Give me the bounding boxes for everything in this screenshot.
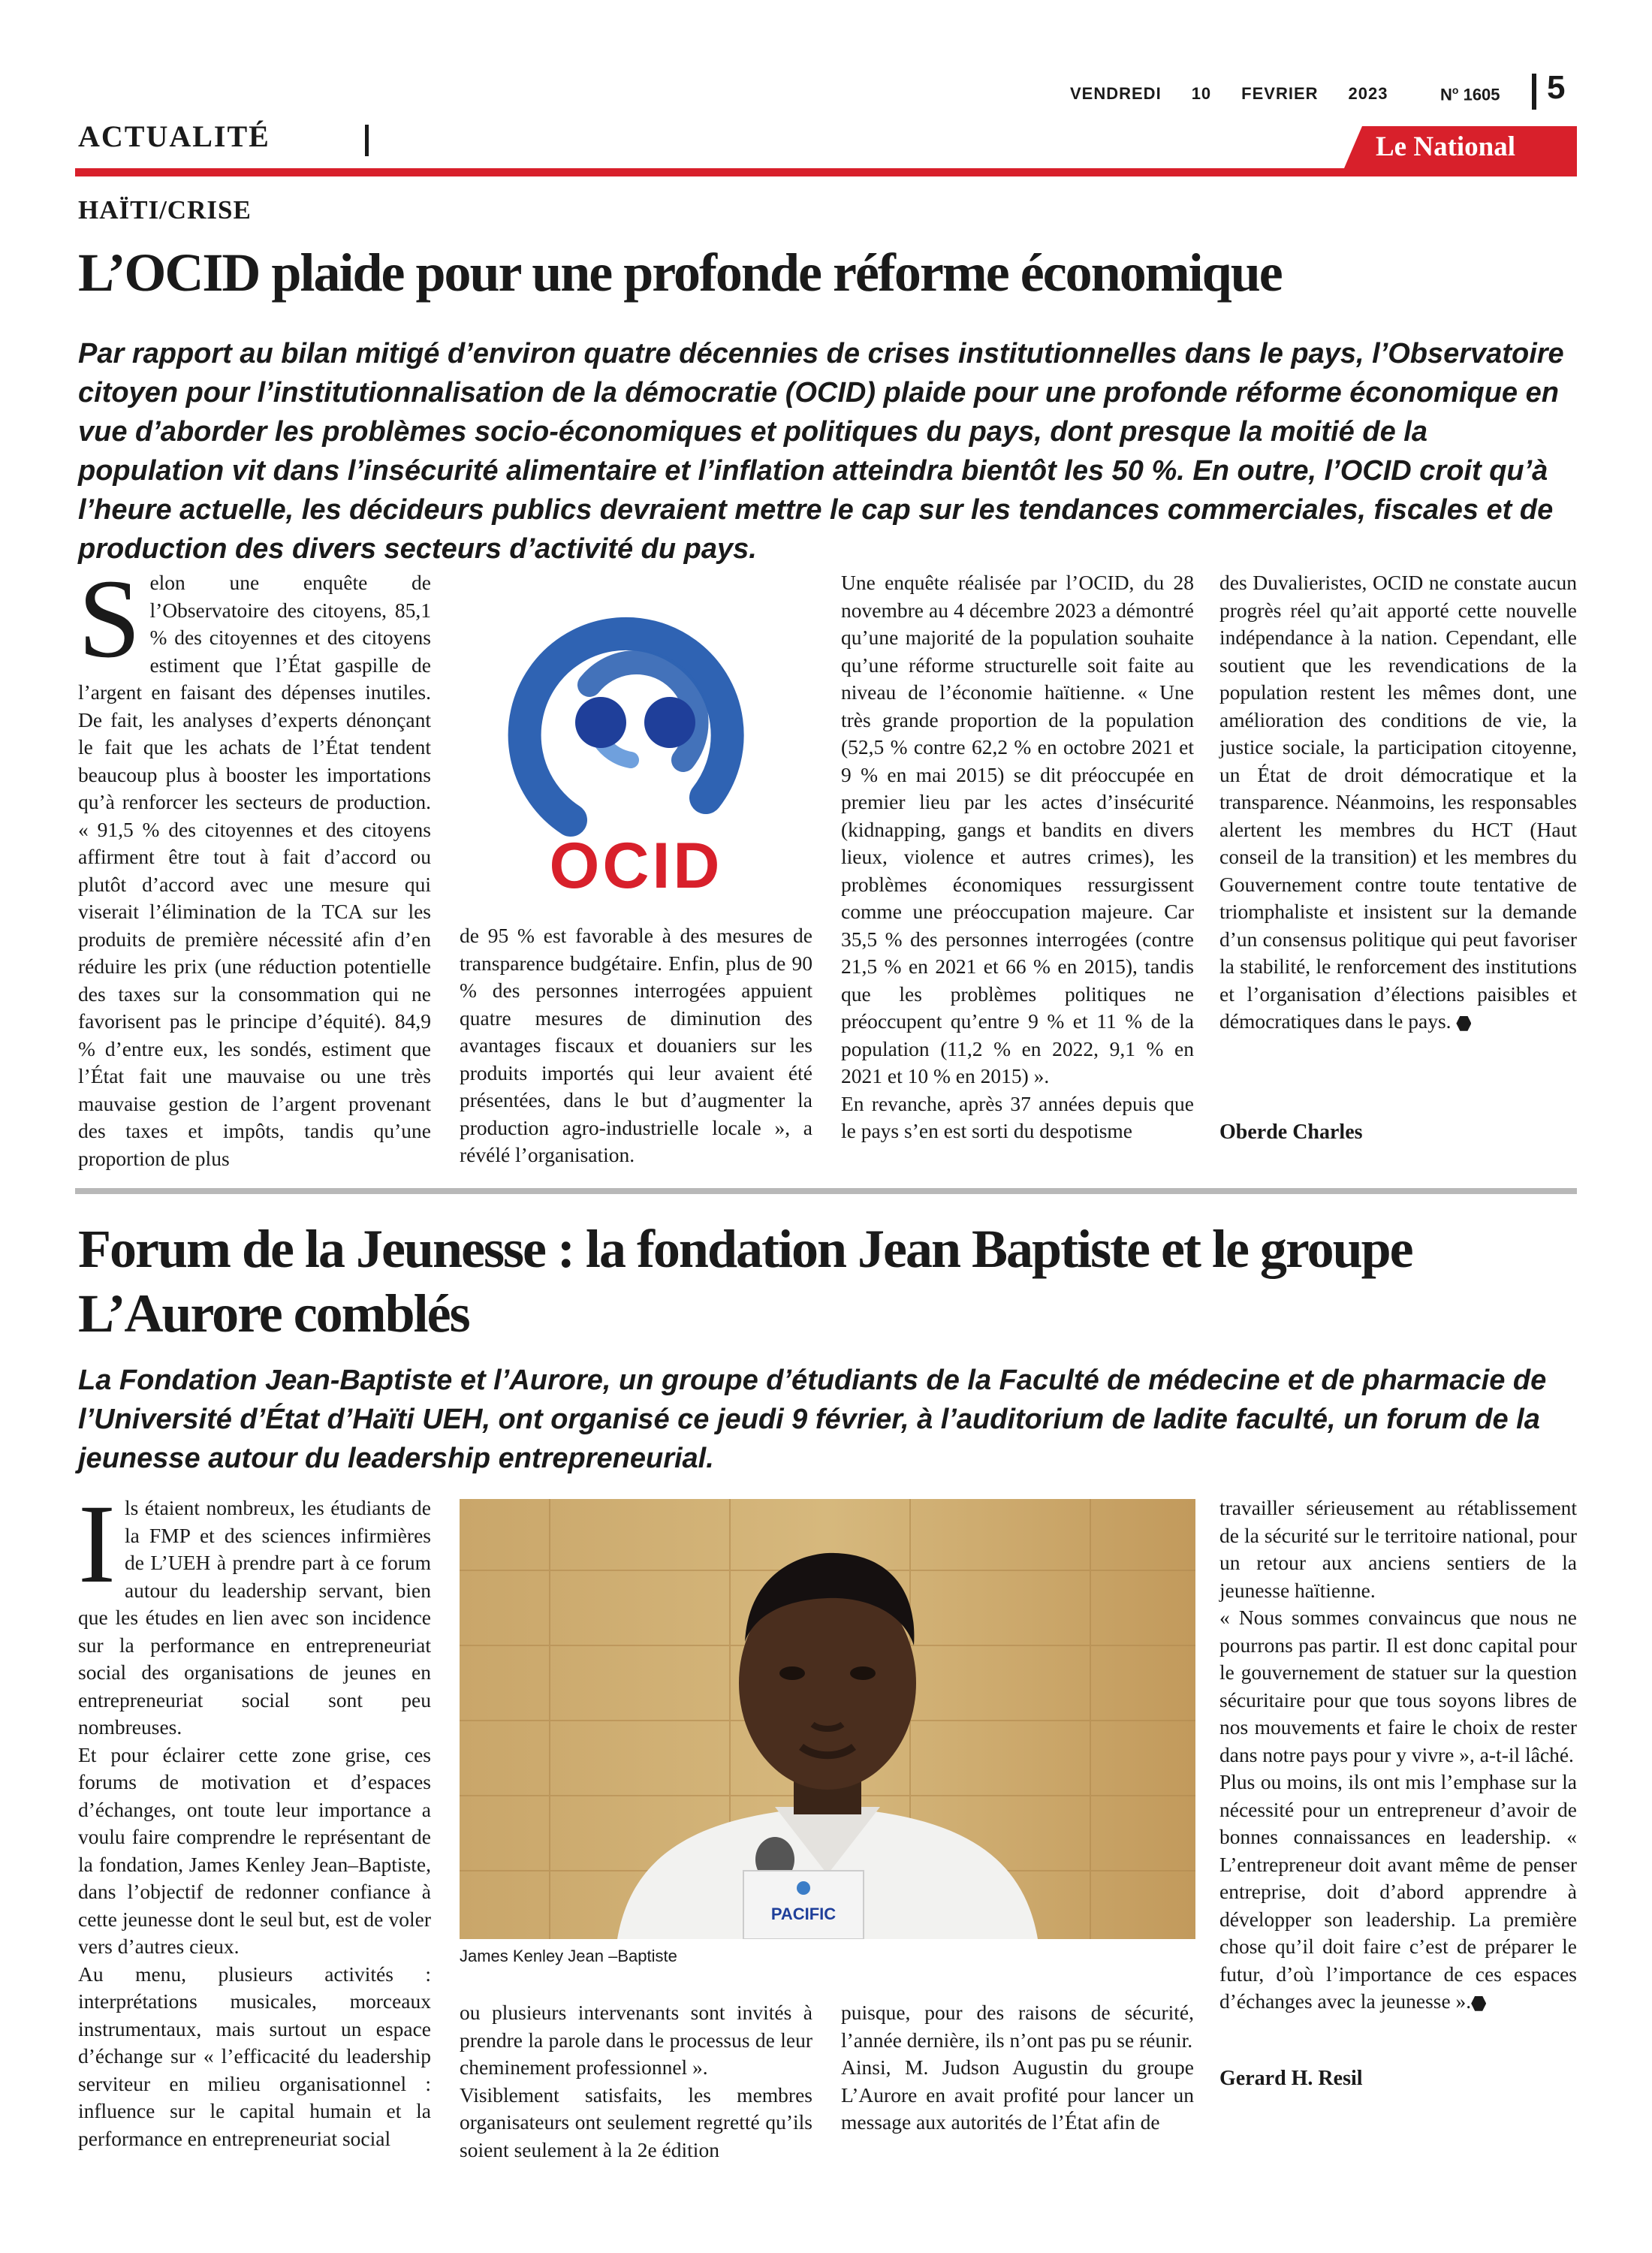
article2-headline: Forum de la Jeunesse : la fondation Jean Baptiste et le groupe L’Aurore comblés <box>78 1219 1412 1344</box>
article1-col3-para-1: Une enquête réalisée par l’OCID, du 28 novembre au 4 décembre 2023 a démontré qu’une majorité de la population souhaite qu’une réforme structurelle soit faite au niveau de l’économie haïtienne. « Une très grande proportion de la population (52,5 % contre 62,2 % en octobre 2021 et 9 % en mai 2015) se dit préoccupée en premier lieu par les actes d’insécurité (kidnapping, gangs et bandits en divers lieux, violence et autres crimes), les problèmes économiques ressurgissent comme une préoccupation majeure. Car 35,5 % des personnes interrogées (contre 21,5 % en 2021 et 66 % en 2015), tandis que les problèmes politiques ne préoccupent qu’entre 9 % et 11 % de la population (11,2 % en 2022, 9,1 % en 2021 et 10 % en 2015) ». <box>841 571 1194 1087</box>
brand-name: Le National <box>1376 131 1516 162</box>
article1-col4-text: des Duvalieristes, OCID ne constate aucun progrès réel qu’ait apporté cette nouvelle indépendance à la nation. Cependant, elle soutient que les revendications de la population restent les mêmes dont, une amélioration des conditions de vie, la justice sociale, la participation citoyenne, un État de droit démocratique et la transparence. Néanmoins, les responsables alertent les membres du HCT (Haut conseil de la transition) et les membres du Gouvernement contre toute tentative de triomphaliste et insistent sur la demande d’un consensus politique qui peut favoriser la stabilité, le renforcement des institutions et l’organisation d’élections paisibles et démocratiques dans le pays. <box>1219 571 1577 1033</box>
masthead-month: FEVRIER <box>1241 84 1319 103</box>
article1-column-2: de 95 % est favorable à des mesures de transparence budgétaire. Enfin, plus de 90 % des personnes interrogées appuient quatre mesures de diminution des avantages fiscaux et douaniers sur les produits importés qui leur avaient été présentées, dans le but d’augmenter la production agro-industrielle locale », a révélé l’organisation. <box>460 924 812 1166</box>
issue-sup: o <box>1452 84 1459 96</box>
article2-col4-para-1: travailler sérieusement au rétablissement de la sécurité sur le territoire national, pour un retour aux anciens sentiers de la jeunesse haïtienne. <box>1219 1496 1577 1602</box>
article1-column-1 <box>78 556 431 1172</box>
header-rule <box>75 168 1577 176</box>
article2-col1-para-1: ls étaient nombreux, les étudiants de la FMP et des sciences infirmières de L’UEH à prendre part à ce forum autour du leadership servant, bien que les études en lien avec son incidence sur la performance en entrepreneuriat social des organisations de jeunes en entrepreneuriat social sont peu nombreuses. <box>78 1496 431 1739</box>
article2-col1-para-2: Et pour éclairer cette zone grise, ces forums de motivation et d’espaces d’échanges, ont toute leur importance a voulu faire comprendre le représentant de la fondation, James Kenley Jean–Baptiste, dans l’objectif de redonner confiance à cette jeunesse dont le seul but, est de voler vers d’autres cieux. <box>78 1742 431 1958</box>
end-mark-icon <box>1456 1016 1471 1031</box>
article2-col1-para-3: Au menu, plusieurs activités : interprétations musicales, morceaux instrumentaux, mais surtout un espace d’échange sur « l’efficacité du leadership serviteur en milieu organisationnel : influence sur le capital humain et la performance en entrepreneuriat social <box>78 1962 431 2150</box>
issue-prefix: N <box>1440 85 1452 104</box>
article2-column-4 <box>1219 1494 1577 2016</box>
photo-caption: James Kenley Jean –Baptiste <box>460 1947 677 1965</box>
speaker-photo-graphic <box>460 1499 1195 1939</box>
article2-col2-para-1: ou plusieurs intervenants sont invités à prendre la parole dans le processus de leur cheminement professionnel ». <box>460 2001 812 2079</box>
masthead-year: 2023 <box>1348 84 1388 103</box>
article1-col3-para-2: En revanche, après 37 années depuis que le pays s’en est sorti du despotisme <box>841 1091 1194 1142</box>
article-divider <box>75 1188 1577 1194</box>
masthead-date <box>1070 84 1418 104</box>
article1-column-4 <box>1219 569 1577 1036</box>
article1-kicker: HAÏTI/CRISE <box>78 195 252 225</box>
section-label: ACTUALITÉ <box>78 119 270 153</box>
ocid-logo-graphic <box>458 572 814 903</box>
article2-col4-para-2: « Nous sommes convaincus que nous ne pourrons pas partir. Il est donc capital pour le gouvernement de statuer sur la question sécuritaire pour que tous soyons libres de nos mouvements et faire le choix de rester dans notre pays pour y vivre », a-t-il lâché. <box>1219 1606 1577 1766</box>
page-number-divider <box>1532 74 1536 110</box>
article2-column-1 <box>78 1482 431 2152</box>
masthead-date-number: 10 <box>1191 84 1212 103</box>
mic-label: PACIFIC <box>770 1905 837 1923</box>
ocid-logo <box>458 572 814 903</box>
end-mark-icon <box>1471 1996 1486 2011</box>
section-separator <box>365 125 369 156</box>
article2-column-2 <box>460 1999 812 2164</box>
ocid-logo-text: OCID <box>549 830 723 902</box>
article1-headline: L’OCID plaide pour une profonde réforme économique <box>78 243 1282 303</box>
article2-lead: La Fondation Jean-Baptiste et l’Aurore, un groupe d’étudiants de la Faculté de médecine et de pharmacie de l’Université d’État d’Haïti UEH, ont organisé ce jeudi 9 février, à l’auditorium de ladite faculté, un forum de la jeunesse autour du leadership entrepreneurial. <box>78 1365 1547 1474</box>
article1-lead: Par rapport au bilan mitigé d’environ quatre décennies de crises institutionnelles dans le pays, l’Observatoire citoyen pour l’institutionnalisation de la démocratie (OCID) plaide pour une profonde réforme économique en vue d’aborder les problèmes socio-économiques et politiques du pays, dont presque la moitié de la population vit dans l’insécurité alimentaire et l’inflation atteindra bientôt les 50 %. En outre, l’OCID croit qu’à l’heure actuelle, les décideurs publics devraient mettre le cap sur les tendances commerciales, fiscales et de production des divers secteurs d’activité du pays. <box>78 338 1564 565</box>
issue-number <box>1440 84 1500 104</box>
article2-col3-para-2: Ainsi, M. Judson Augustin du groupe L’Aurore en avait profité pour lancer un message aux autorités de l’État afin de <box>841 2055 1194 2134</box>
article1-column-3 <box>841 569 1194 1145</box>
article2-author: Gerard H. Resil <box>1219 2067 1363 2090</box>
article2-col3-para-1: puisque, pour des raisons de sécurité, l’année dernière, ils n’ont pas pu se réunir. <box>841 2001 1194 2052</box>
article2-dropcap: I <box>78 1482 116 1606</box>
article1-dropcap: S <box>78 556 141 681</box>
article1-col1-text: elon une enquête de l’Observatoire des citoyens, 85,1 % des citoyennes et des citoyens estiment que l’État gaspille de l’argent en faisant des dépenses inutiles. De fait, les analyses d’experts dénonçant le fait que les achats de l’État tendent beaucoup plus à booster les importations qu’à renforcer les secteurs de production. « 91,5 % des citoyennes et des citoyens affirment être tout à fait d’accord ou plutôt d’accord avec une mesure qui viserait l’élimination de la TCA sur les produits de première nécessité afin d’en réduire les prix (une réduction potentielle des taxes sur la consommation qui ne favorisent pas le principe d’équité). 84,9 % d’entre eux, les sondés, estiment que l’État fait une mauvaise ou une très mauvaise gestion de l’argent provenant des taxes et impôts, tandis qu’une proportion de plus <box>78 571 431 1170</box>
article2-column-3 <box>841 1999 1194 2137</box>
page-number: 5 <box>1547 69 1566 106</box>
issue-value: 1605 <box>1463 85 1500 104</box>
speaker-photo <box>460 1499 1195 1939</box>
article2-col2-para-2: Visiblement satisfaits, les membres organisateurs ont seulement regretté qu’ils soient seulement à la 2e édition <box>460 2083 812 2161</box>
article1-author: Oberde Charles <box>1219 1120 1363 1144</box>
masthead-day: VENDREDI <box>1070 84 1162 103</box>
article2-col4-para-3: Plus ou moins, ils ont mis l’emphase sur la nécessité pour un entrepreneur d’avoir de bonnes connaissances en leadership. « L’entrepreneur doit avant même de penser entreprise, doit d’abord apprendre à développer son leadership. La première chose qu’il doit faire c’est de préparer le futur, d’où l’importance de ces espaces d’échanges avec la jeunesse ». <box>1219 1770 1577 2013</box>
